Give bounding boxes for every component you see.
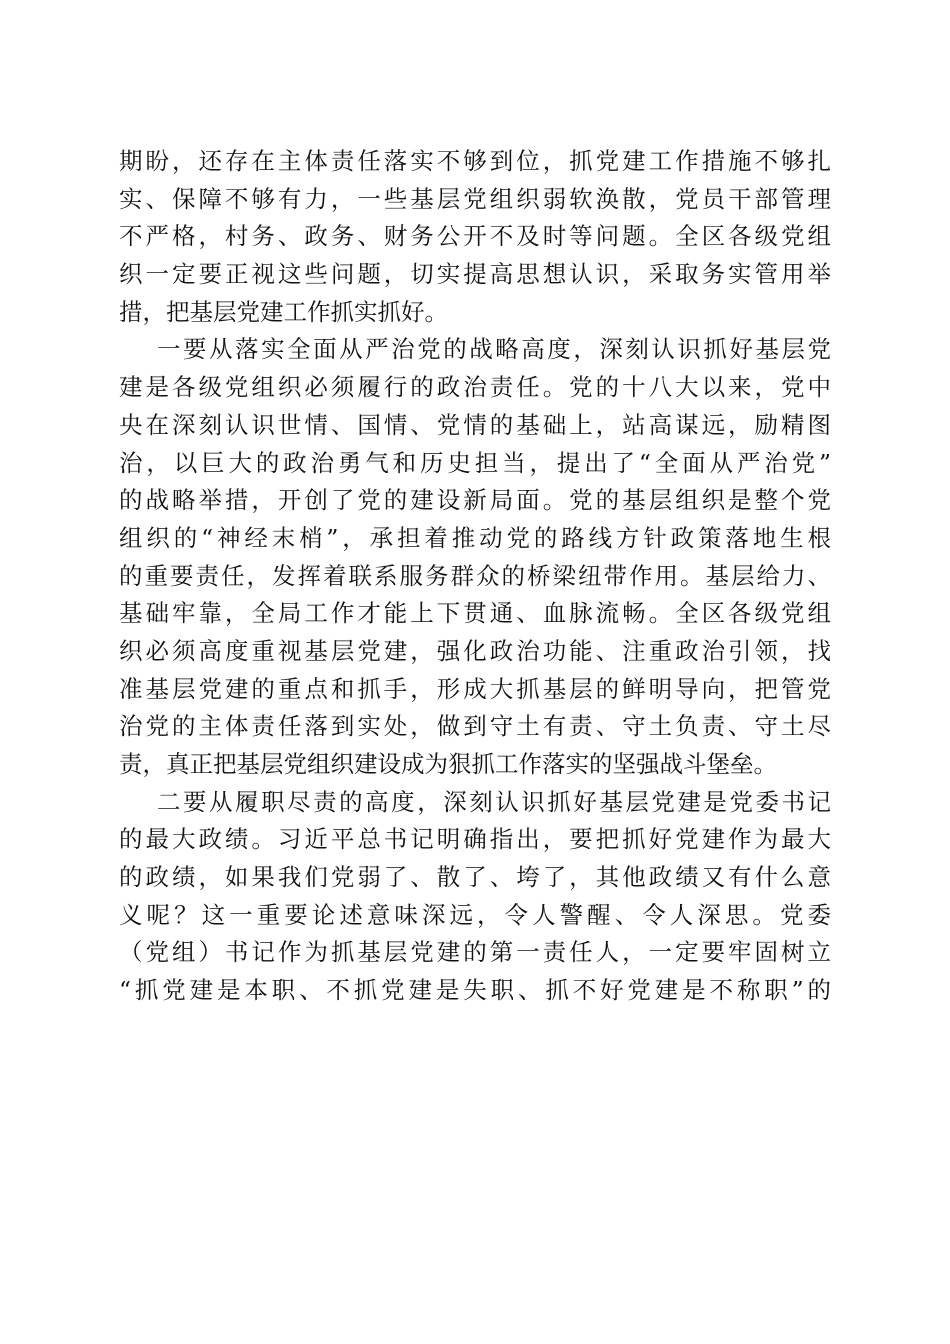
text-line: 的战略举措，开创了党的建设新局面。党的基层组织是整个党 <box>119 486 831 515</box>
text-line: 织一定要正视这些问题，切实提高思想认识，采取务实管用举 <box>119 260 831 289</box>
text-line: （党组）书记作为抓基层党建的第一责任人，一定要牢固树立 <box>119 938 831 967</box>
text-line: 组织的“神经末梢”，承担着推动党的路线方针政策落地生根 <box>119 523 831 552</box>
text-line: 的最大政绩。习近平总书记明确指出，要把抓好党建作为最大 <box>119 825 831 854</box>
text-line: 期盼，还存在主体责任落实不够到位，抓党建工作措施不够扎 <box>119 147 831 175</box>
text-line: “抓党建是本职、不抓党建是失职、抓不好党建是不称职”的 <box>119 976 831 1005</box>
text-line: 的重要责任，发挥着联系服务群众的桥梁纽带作用。基层给力、 <box>119 561 831 590</box>
text-line: 的政绩，如果我们党弱了、散了、垮了，其他政绩又有什么意 <box>119 863 831 892</box>
text-line: 建是各级党组织必须履行的政治责任。党的十八大以来，党中 <box>119 373 831 402</box>
text-line: 措，把基层党建工作抓实抓好。 <box>119 297 448 326</box>
text-line: 不严格，村务、政务、财务公开不及时等问题。全区各级党组 <box>119 222 831 251</box>
text-line: 实、保障不够有力，一些基层党组织弱软涣散，党员干部管理 <box>119 184 831 213</box>
text-line: 一要从落实全面从严治党的战略高度，深刻认识抓好基层党 <box>157 335 831 364</box>
text-line: 央在深刻认识世情、国情、党情的基础上，站高谋远，励精图 <box>119 410 831 439</box>
document-body <box>119 143 831 1010</box>
text-line: 治，以巨大的政治勇气和历史担当，提出了“全面从严治党” <box>119 448 831 477</box>
text-line: 义呢？这一重要论述意味深远，令人警醒、令人深思。党委 <box>119 900 831 929</box>
text-line: 治党的主体责任落到实处，做到守土有责、守土负责、守土尽 <box>119 712 831 741</box>
paragraph-1 <box>119 143 831 331</box>
text-line: 准基层党建的重点和抓手，形成大抓基层的鲜明导向，把管党 <box>119 674 831 703</box>
text-line: 织必须高度重视基层党建，强化政治功能、注重政治引领，找 <box>119 636 831 665</box>
text-line: 二要从履职尽责的高度，深刻认识抓好基层党建是党委书记 <box>157 787 831 816</box>
text-line: 基础牢靠，全局工作才能上下贯通、血脉流畅。全区各级党组 <box>119 599 831 628</box>
paragraph-3 <box>119 784 831 1010</box>
text-line: 责，真正把基层党组织建设成为狠抓工作落实的坚强战斗堡垒。 <box>119 750 777 778</box>
paragraph-2 <box>119 331 831 783</box>
